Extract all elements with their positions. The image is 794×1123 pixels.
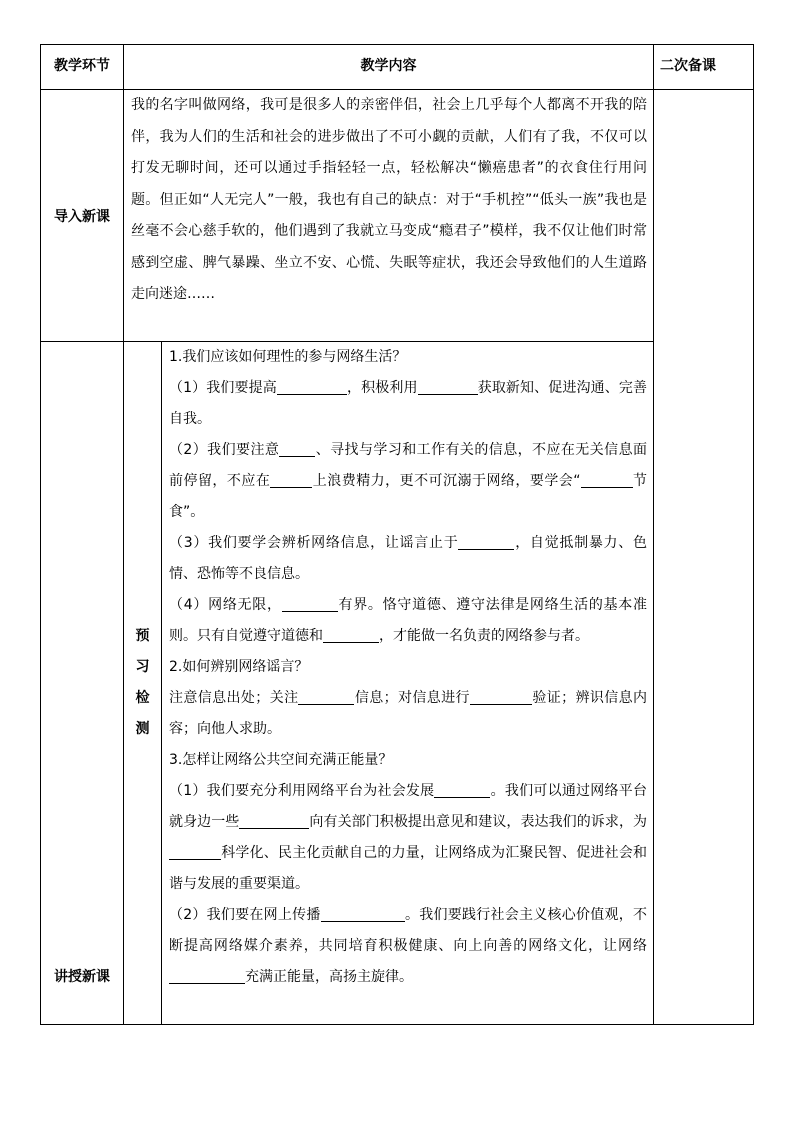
blank-field[interactable] xyxy=(277,378,347,395)
preview-check-content xyxy=(162,342,654,1025)
blank-field[interactable] xyxy=(239,812,309,829)
teaching-row xyxy=(41,342,754,1025)
header-row xyxy=(41,45,754,90)
question-2-answer: 注意信息出处；关注 信息；对信息进行 验证；辨识信息内容；向他人求助。 xyxy=(169,690,648,737)
blank-field[interactable] xyxy=(169,843,221,860)
blank-field[interactable] xyxy=(470,688,532,705)
question-1-item-3: （3）我们要学会辨析网络信息，让谣言止于 ，自觉抵制暴力、色情、恐怖等不良信息。 xyxy=(169,535,648,582)
header-teaching-content: 教学内容 xyxy=(124,45,654,90)
blank-field[interactable] xyxy=(458,533,514,550)
blank-field[interactable] xyxy=(270,471,312,488)
blank-field[interactable] xyxy=(298,688,354,705)
blank-field[interactable] xyxy=(282,595,338,612)
header-teaching-stage: 教学环节 xyxy=(41,45,124,90)
second-preparation-cell[interactable] xyxy=(654,90,754,1025)
question-1-item-4: （4）网络无限， 有界。恪守道德、遵守法律是网络生活的基本准则。只有自觉遵守道德和 ，才能做一名负责的网络参与者。 xyxy=(169,597,647,644)
question-3-title: 3.怎样让网络公共空间充满正能量？ xyxy=(169,752,393,768)
question-1-item-1: （1）我们要提高 ，积极利用 获取新知、促进沟通、完善自我。 xyxy=(169,380,647,427)
blank-field[interactable] xyxy=(581,471,633,488)
blank-field[interactable] xyxy=(279,440,315,457)
preview-check-label: 预 习 检 测 xyxy=(124,342,162,1025)
blank-field[interactable] xyxy=(434,781,490,798)
question-1-item-2: （2）我们要注意 、寻找与学习和工作有关的信息，不应在无关信息面前停留，不应在 上浪费精力，更不可沉溺于网络，要学会“ 节食”。 xyxy=(169,442,648,520)
lesson-plan-table xyxy=(40,44,754,1025)
blank-field[interactable] xyxy=(323,626,379,643)
intro-row xyxy=(41,90,754,342)
question-3-item-1: （1）我们要充分利用网络平台为社会发展 。我们可以通过网络平台就身边一些 向有关部门积极提出意见和建议，表达我们的诉求，为科学化、民主化贡献自己的力量，让网络成为汇聚民智、促进社会和谐与发展的重要渠道。 xyxy=(169,783,648,892)
question-3-item-2: （2）我们要在网上传播 。我们要践行社会主义核心价值观，不断提高网络媒介素养，共同培育积极健康、向上向善的网络文化，让网络充满正能量，高扬主旋律。 xyxy=(169,907,647,985)
question-1-title: 1.我们应该如何理性的参与网络生活？ xyxy=(169,349,407,365)
intro-stage-label: 导入新课 xyxy=(41,90,124,342)
question-2-title: 2.如何辨别网络谣言？ xyxy=(169,659,309,675)
teaching-stage-label: 讲授新课 xyxy=(41,342,124,1025)
blank-field[interactable] xyxy=(169,967,245,984)
blank-field[interactable] xyxy=(418,378,478,395)
intro-text: 我的名字叫做网络，我可是很多人的亲密伴侣，社会上几乎每个人都离不开我的陪伴，我为人们的生活和社会的进步做出了不可小觑的贡献，人们有了我，不仅可以打发无聊时间，还可以通过手指轻轻一点，轻松解决“懒癌患者”的衣食住行用问题。但正如“人无完人”一般，我也有自己的缺点：对于“手机控”“低头一族”我也是丝毫不会心慈手软的，他们遇到了我就立马变成“瘾君子”模样，我不仅让他们时常感到空虚、脾气暴躁、坐立不安、心慌、失眠等症状，我还会导致他们的人生道路走向迷途…… xyxy=(124,90,654,342)
blank-field[interactable] xyxy=(321,905,405,922)
header-second-preparation: 二次备课 xyxy=(654,45,754,90)
